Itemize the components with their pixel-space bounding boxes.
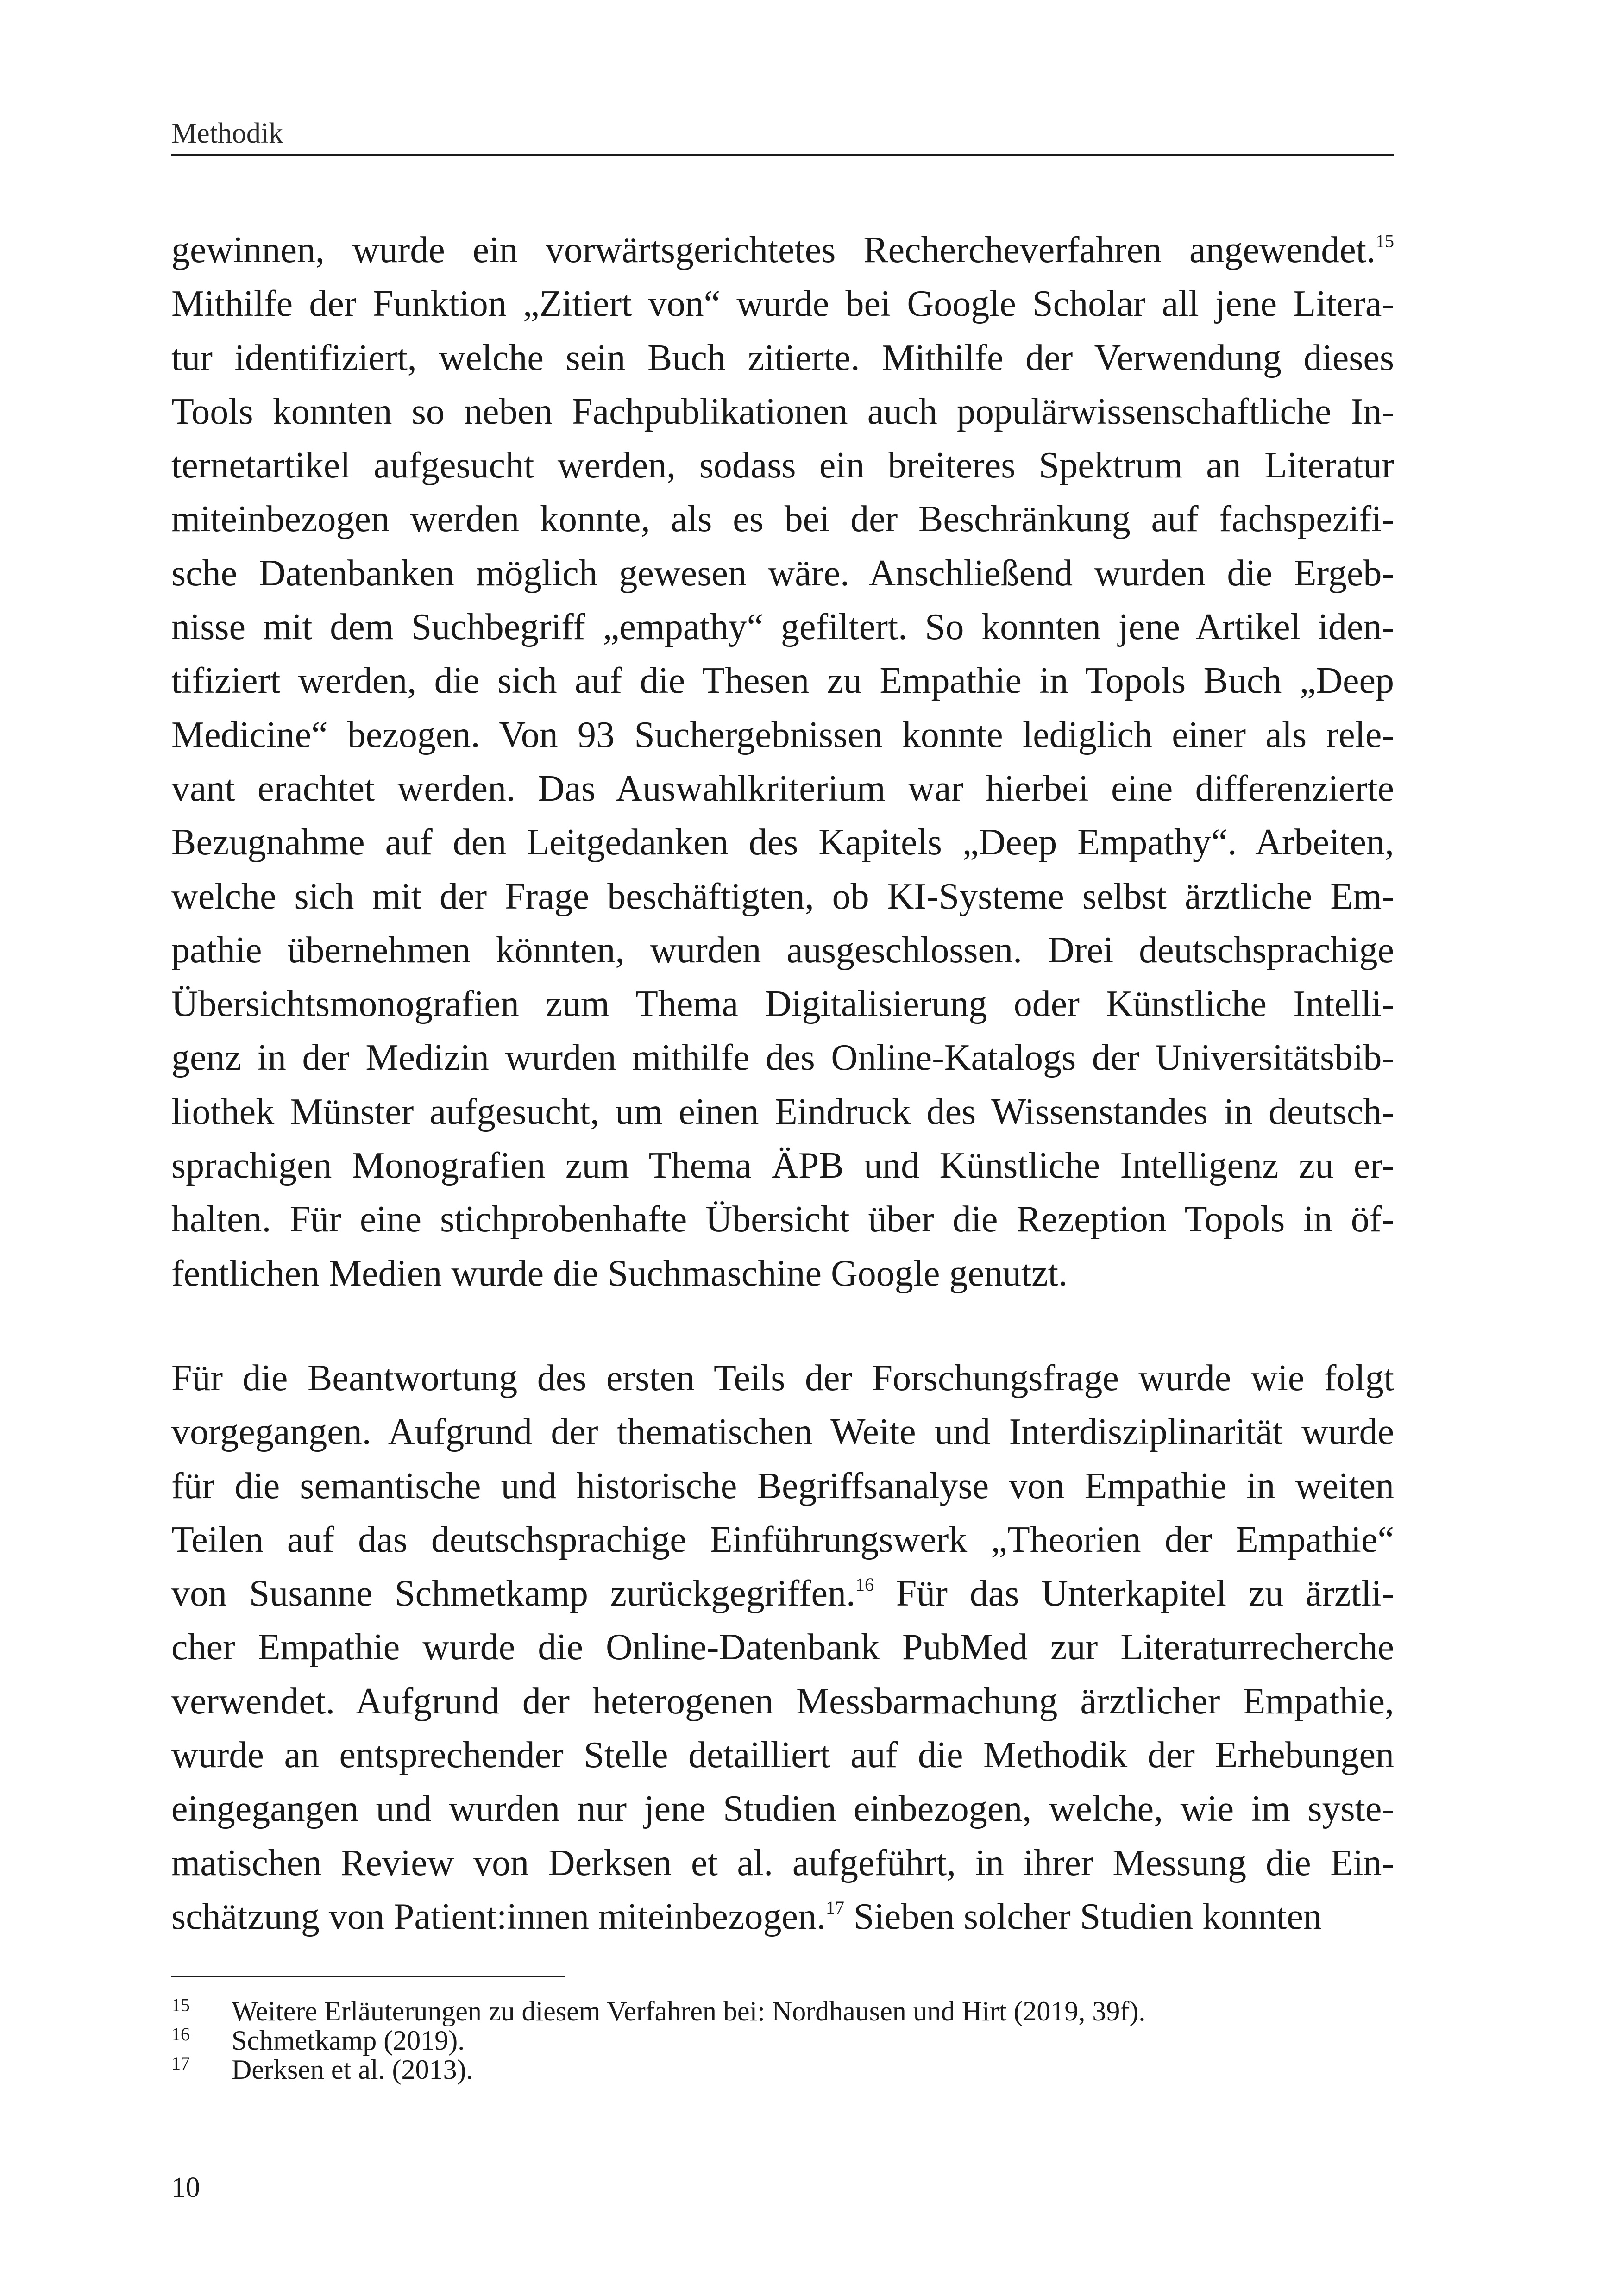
line-text: wurde an entsprechender Stelle detailliert auf die Methodik der Erhebungen (171, 1735, 1394, 1776)
line-text: Für die Beantwortung des ersten Teils der Forschungsfrage wurde wie folgt (171, 1357, 1394, 1399)
footnote-number: 15 (171, 1995, 190, 2015)
text-line (171, 600, 1394, 654)
text-line (171, 1890, 1394, 1944)
text-line (171, 1567, 1394, 1620)
text-line (171, 1192, 1394, 1246)
footnote-separator (171, 1976, 565, 1977)
footnote-reference[interactable]: 15 (1376, 231, 1394, 251)
text-line (171, 1459, 1394, 1513)
line-text: cher Empathie wurde die Online-Datenbank PubMed zur Literaturrecherche (171, 1627, 1394, 1668)
text-line (171, 1247, 1394, 1300)
footnote-number: 16 (171, 2024, 190, 2045)
line-text: eingegangen und wurden nur jene Studien einbezogen, welche, wie im syste- (171, 1788, 1394, 1830)
line-text: sprachigen Monografien zum Thema ÄPB und Künstliche Intelligenz zu er- (171, 1145, 1394, 1186)
text-line (171, 1085, 1394, 1139)
footnote (171, 1997, 1394, 2026)
line-text: tur identifiziert, welche sein Buch zitierte. Mithilfe der Verwendung dieses (171, 337, 1394, 378)
text-line (171, 277, 1394, 331)
line-text: Übersichtsmonografien zum Thema Digitalisierung oder Künstliche Intelli- (171, 984, 1394, 1025)
footnote-reference[interactable]: 16 (855, 1574, 874, 1595)
line-text: von Susanne Schmetkamp zurückgegriffen. (171, 1573, 856, 1614)
text-line (171, 816, 1394, 869)
line-text: Tools konnten so neben Fachpublikationen auch populärwissenschaftliche In- (171, 391, 1394, 432)
line-text: schätzung von Patient:innen miteinbezogen. (171, 1896, 826, 1937)
text-line (171, 439, 1394, 492)
line-text: tifiziert werden, die sich auf die Thesen zu Empathie in Topols Buch „Deep (171, 660, 1394, 702)
footnote-text: Derksen et al. (2013). (232, 2054, 473, 2085)
line-text: liothek Münster aufgesucht, um einen Eindruck des Wissenstandes in deutsch- (171, 1091, 1394, 1132)
footnote-reference[interactable]: 17 (825, 1897, 844, 1918)
line-text: Teilen auf das deutschsprachige Einführungswerk „Theorien der Empathie“ (171, 1519, 1394, 1560)
footnote-number: 17 (171, 2053, 190, 2074)
line-text: fentlichen Medien wurde die Suchmaschine Google genutzt. (171, 1253, 1068, 1294)
text-line (171, 1405, 1394, 1459)
text-line (171, 870, 1394, 923)
line-text: Sieben solcher Studien konnten (844, 1896, 1322, 1937)
text-line (171, 546, 1394, 600)
text-line (171, 1139, 1394, 1192)
line-text: verwendet. Aufgrund der heterogenen Messbarmachung ärztlicher Empathie, (171, 1681, 1394, 1722)
footnote (171, 2026, 1394, 2055)
line-text: gewinnen, wurde ein vorwärtsgerichtetes Rechercheverfahren angewendet. (171, 230, 1376, 270)
line-text: Medicine“ bezogen. Von 93 Suchergebnissen konnte lediglich einer als rele- (171, 714, 1394, 755)
text-line (171, 1728, 1394, 1782)
footnote (171, 2055, 1394, 2084)
body-text (171, 223, 1394, 1944)
line-text: vorgegangen. Aufgrund der thematischen Weite und Interdisziplinarität wurde (171, 1411, 1394, 1453)
line-text: vant erachtet werden. Das Auswahlkriterium war hierbei eine differenzierte (171, 768, 1394, 809)
line-text: ternetartikel aufgesucht werden, sodass ein breiteres Spektrum an Literatur (171, 445, 1394, 486)
line-text: sche Datenbanken möglich gewesen wäre. Anschließend wurden die Ergeb- (171, 552, 1394, 594)
line-text: matischen Review von Derksen et al. aufgeführt, in ihrer Messung die Ein- (171, 1842, 1394, 1883)
text-line (171, 654, 1394, 708)
line-text: Mithilfe der Funktion „Zitiert von“ wurde bei Google Scholar all jene Litera- (171, 283, 1394, 325)
text-line (171, 1513, 1394, 1567)
line-text: pathie übernehmen könnten, wurden ausgeschlossen. Drei deutschsprachige (171, 929, 1394, 971)
text-line (171, 923, 1394, 977)
line-text: Für das Unterkapitel zu ärztli- (874, 1573, 1394, 1614)
footnote-text: Schmetkamp (2019). (232, 2025, 465, 2056)
paragraph-gap (171, 1300, 1394, 1351)
text-line (171, 492, 1394, 546)
text-line (171, 977, 1394, 1031)
footnotes (171, 1997, 1394, 2084)
line-text: für die semantische und historische Begriffsanalyse von Empathie in weiten (171, 1465, 1394, 1506)
text-line (171, 1836, 1394, 1890)
line-text: miteinbezogen werden konnte, als es bei der Beschränkung auf fachspezifi- (171, 499, 1394, 540)
line-text: genz in der Medizin wurden mithilfe des Online-Katalogs der Universitätsbib- (171, 1037, 1394, 1079)
text-line (171, 331, 1394, 385)
text-line (171, 385, 1394, 439)
line-text: Bezugnahme auf den Leitgedanken des Kapitels „Deep Empathy“. Arbeiten, (171, 822, 1394, 863)
line-text: halten. Für eine stichprobenhafte Übersicht über die Rezeption Topols in öf- (171, 1199, 1394, 1240)
text-line (171, 223, 1394, 277)
text-line (171, 708, 1394, 762)
header-rule (171, 154, 1394, 156)
page-number: 10 (171, 2172, 200, 2203)
text-line (171, 1620, 1394, 1674)
text-line (171, 1675, 1394, 1728)
running-header: Methodik (171, 118, 283, 149)
line-text: nisse mit dem Suchbegriff „empathy“ gefiltert. So konnten jene Artikel iden- (171, 607, 1394, 648)
text-line (171, 762, 1394, 816)
text-line (171, 1031, 1394, 1085)
text-line (171, 1351, 1394, 1405)
line-text: welche sich mit der Frage beschäftigten, ob KI-Systeme selbst ärztliche Em- (171, 876, 1394, 917)
footnote-text: Weitere Erläuterungen zu diesem Verfahren bei: Nordhausen und Hirt (2019, 39f). (232, 1996, 1146, 2026)
text-line (171, 1782, 1394, 1836)
